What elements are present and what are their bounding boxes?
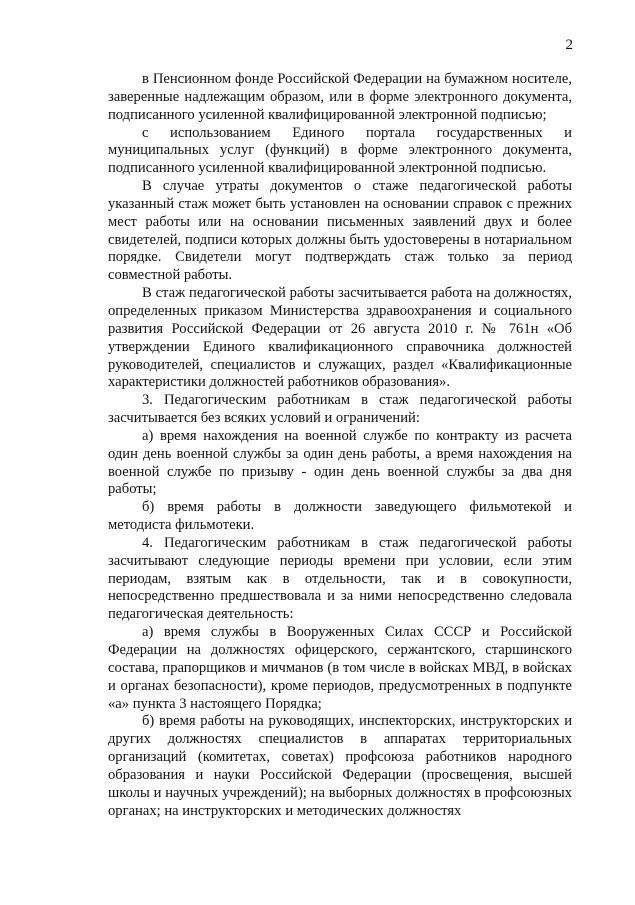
paragraph-clause-4: 4. Педагогическим работникам в стаж педагогической работы засчитывают следующие периоды времени при условии, если этим периодам, взятым как в отдельности, так и в совокупности, непосредственно предшествовала и за ними непосредственно следовала педагогическая деятельность:	[108, 534, 572, 623]
paragraph-clause-3a: а) время нахождения на военной службе по контракту из расчета один день военной службы за один день работы, а время нахождения на военной службе по призыву - один день военной службы за два дня работы;	[108, 427, 572, 498]
paragraph-clause-4b: б) время работы на руководящих, инспекторских, инструкторских и других должностях специалистов в аппаратах территориальных организаций (комитетах, советах) профсоюза работников народного образования и науки Российской Федерации (просвещения, высшей школы и научных учреждений); на выборных должностях в профсоюзных органах; на инструкторских и методических должностях	[108, 713, 572, 819]
page-number: 2	[565, 37, 573, 53]
paragraph-submission-portal: с использованием Единого портала государственных и муниципальных услуг (функций) в форме электронного документа, подписанного усиленной квалифицированной электронной подписью.	[108, 124, 572, 177]
paragraph-lost-documents: В случае утраты документов о стаже педагогической работы указанный стаж может быть установлен на основании справок с прежних мест работы или на основании письменных заявлений двух и более свидетелей, подписи которых должны быть удостоверены в нотариальном порядке. Свидетели могут подтверждать стаж только за период совместной работы.	[108, 178, 572, 284]
document-body	[108, 71, 572, 820]
paragraph-clause-3: 3. Педагогическим работникам в стаж педагогической работы засчитывается без всяких условий и ограничений:	[108, 392, 572, 427]
paragraph-positions-counted: В стаж педагогической работы засчитывается работа на должностях, определенных приказом Министерства здравоохранения и социального развития Российской Федерации от 26 августа 2010 г. № 761н «Об утверждении Единого квалификационного справочника должностей руководителей, специалистов и служащих, раздел «Квалификационные характеристики должностей работников образования».	[108, 285, 572, 391]
paragraph-submission-paper: в Пенсионном фонде Российской Федерации на бумажном носителе, заверенные надлежащим образом, или в форме электронного документа, подписанного усиленной квалифицированной электронной подписью;	[108, 71, 572, 123]
paragraph-clause-3b: б) время работы в должности заведующего фильмотекой и методиста фильмотеки.	[108, 499, 572, 534]
paragraph-clause-4a: а) время службы в Вооруженных Силах СССР и Российской Федерации на должностях офицерского, сержантского, старшинского состава, прапорщиков и мичманов (в том числе в войсках МВД, в войсках и органах безопасности), кроме периодов, предусмотренных в подпункте «а» пункта 3 настоящего Порядка;	[108, 624, 572, 712]
